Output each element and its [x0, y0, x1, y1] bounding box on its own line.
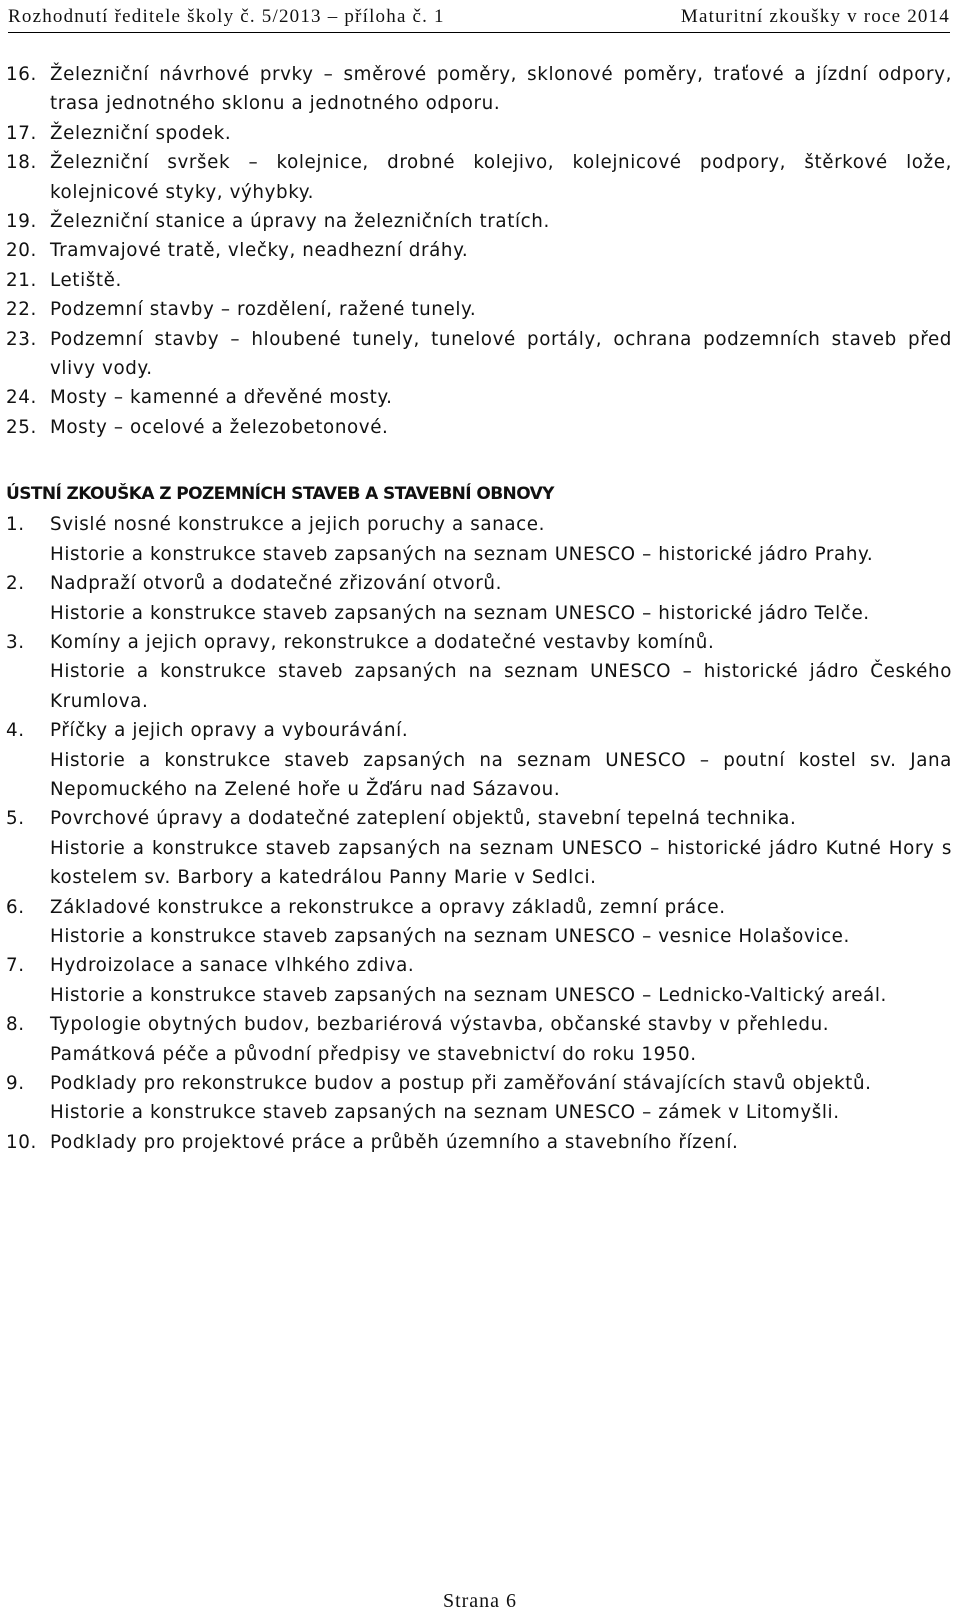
item-text [50, 628, 952, 716]
item-number: 16. [6, 64, 37, 85]
item-number: 17. [6, 122, 37, 144]
item-number: 1. [6, 514, 25, 536]
item-line: Základové konstrukce a rekonstrukce a opravy základů, zemní práce. [50, 896, 726, 918]
item-text [50, 951, 952, 1010]
item-number: 19. [6, 211, 37, 233]
item-text [50, 207, 952, 236]
list-item [6, 266, 952, 295]
item-line: Historie a konstrukce staveb zapsaných na seznam UNESCO – historické jádro Telče. [50, 602, 870, 624]
list-railways-tunnels-bridges [6, 60, 952, 442]
item-line: Podklady pro rekonstrukce budov a postup při zaměřování stávajících stavů objektů. [50, 1073, 872, 1094]
item-line: Historie a konstrukce staveb zapsaných na seznam UNESCO – historické jádro Českého Krumlova. [50, 661, 952, 712]
item-number: 22. [6, 299, 37, 321]
item-line: Historie a konstrukce staveb zapsaných na seznam UNESCO – historické jádro Kutné Hory s kostelem sv. Barbory a katedrálou Panny Marie v Sedlci. [50, 837, 952, 889]
list-item [6, 236, 952, 265]
item-text [50, 804, 952, 892]
list-item [6, 510, 952, 569]
item-text [50, 569, 952, 628]
item-number: 2. [6, 573, 25, 595]
item-number: 6. [6, 896, 25, 918]
item-line: Železniční stanice a úpravy na železničních tratích. [50, 211, 550, 233]
item-line: Historie a konstrukce staveb zapsaných na seznam UNESCO – Lednicko-Valtický areál. [50, 984, 887, 1006]
item-text [50, 295, 952, 324]
item-line: Mosty – kamenné a dřevěné mosty. [50, 387, 393, 409]
item-text [50, 1069, 952, 1128]
list-item [6, 148, 952, 207]
list-item [6, 1010, 952, 1069]
item-text [50, 60, 952, 119]
item-text [50, 148, 952, 207]
item-line: Hydroizolace a sanace vlhkého zdiva. [50, 955, 415, 977]
item-line: Podklady pro projektové práce a průběh územního a stavebního řízení. [50, 1131, 739, 1153]
item-line: Komíny a jejich opravy, rekonstrukce a dodatečné vestavby komínů. [50, 631, 715, 653]
item-line: Železniční svršek – kolejnice, drobné kolejivo, kolejnicové podpory, štěrkové lože, kolejnicové styky, výhybky. [50, 152, 952, 203]
item-text [50, 266, 952, 295]
list-item [6, 893, 952, 952]
item-number: 18. [6, 152, 37, 174]
header-left: Rozhodnutí ředitele školy č. 5/2013 – příloha č. 1 [8, 6, 445, 27]
item-line: Povrchové úpravy a dodatečné zateplení objektů, stavební tepelná technika. [50, 808, 797, 830]
item-number: 4. [6, 720, 25, 742]
page-number: Strana 6 [442, 1590, 518, 1612]
item-number: 5. [6, 808, 25, 830]
list-item [6, 60, 952, 119]
list-item [6, 628, 952, 716]
list-item [6, 1128, 952, 1157]
item-number: 3. [6, 631, 25, 653]
list-item [6, 207, 952, 236]
page-header [8, 2, 950, 33]
item-line: Mosty – ocelové a železobetonové. [50, 416, 389, 438]
item-text [50, 236, 952, 265]
list-item [6, 951, 952, 1010]
document-body [6, 60, 952, 1157]
item-text [50, 325, 952, 384]
item-line: Příčky a jejich opravy a vybourávání. [50, 720, 409, 742]
list-item [6, 1069, 952, 1128]
item-line: Nadpraží otvorů a dodatečné zřizování otvorů. [50, 573, 503, 595]
item-line: Historie a konstrukce staveb zapsaných na seznam UNESCO – vesnice Holašovice. [50, 925, 850, 947]
item-text [50, 119, 952, 148]
section-title: ÚSTNÍ ZKOUŠKA Z POZEMNÍCH STAVEB A STAVEBNÍ OBNOVY [6, 484, 554, 505]
list-item [6, 383, 952, 412]
list-item [6, 716, 952, 804]
item-line: Historie a konstrukce staveb zapsaných na seznam UNESCO – zámek v Litomyšli. [50, 1102, 840, 1124]
item-text [50, 716, 952, 804]
item-number: 24. [6, 387, 37, 409]
item-number: 9. [6, 1073, 25, 1094]
item-number: 20. [6, 240, 37, 262]
item-line: Typologie obytných budov, bezbariérová výstavba, občanské stavby v přehledu. [50, 1014, 830, 1036]
list-item [6, 804, 952, 892]
list-item [6, 413, 952, 442]
item-line: Podzemní stavby – hloubené tunely, tunelové portály, ochrana podzemních staveb před vlivy vody. [50, 328, 952, 380]
item-line: Podzemní stavby – rozdělení, ražené tunely. [50, 299, 477, 321]
item-line: Historie a konstrukce staveb zapsaných na seznam UNESCO – historické jádro Prahy. [50, 543, 874, 565]
header-right: Maturitní zkoušky v roce 2014 [680, 6, 950, 27]
list-oral-exam-topics [6, 510, 952, 1157]
item-line: Historie a konstrukce staveb zapsaných na seznam UNESCO – poutní kostel sv. Jana Nepomuckého na Zelené hoře u Žďáru nad Sázavou. [50, 749, 952, 800]
item-line: Železniční návrhové prvky – směrové poměry, sklonové poměry, traťové a jízdní odpory, trasa jednotného sklonu a jednotného odporu. [50, 64, 952, 115]
list-item [6, 569, 952, 628]
item-text [50, 413, 952, 442]
item-text [50, 383, 952, 412]
item-line: Památková péče a původní předpisy ve stavebnictví do roku 1950. [50, 1043, 697, 1065]
item-text [50, 510, 952, 569]
list-item [6, 325, 952, 384]
item-line: Železniční spodek. [50, 122, 232, 144]
list-item [6, 119, 952, 148]
item-number: 10. [6, 1131, 37, 1153]
item-line: Svislé nosné konstrukce a jejich poruchy a sanace. [50, 514, 546, 536]
item-number: 8. [6, 1014, 25, 1036]
list-item [6, 295, 952, 324]
item-line: Tramvajové tratě, vlečky, neadhezní dráhy. [50, 240, 469, 262]
item-number: 23. [6, 328, 37, 350]
item-number: 25. [6, 416, 37, 438]
item-number: 7. [6, 955, 25, 977]
item-number: 21. [6, 269, 37, 291]
item-text [50, 1010, 952, 1069]
item-text [50, 893, 952, 952]
item-line: Letiště. [50, 269, 122, 291]
item-text [50, 1128, 952, 1157]
